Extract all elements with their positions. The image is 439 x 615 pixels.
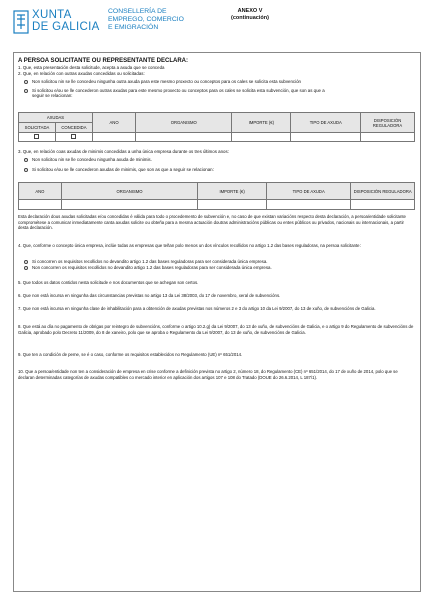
cell-input[interactable] [198,200,267,210]
cell-input[interactable] [232,133,291,142]
xunta-logo [13,8,103,44]
item-8: 8. Que está ao día no pagamento de obrigas por reintegro de subvencións, conforme o artigo 10.2.g) da Lei 9/2007, do 13 de xuño, de subvencións de Galicia, e o artigo 9 do Regulamento de subvencións de Galicia, aprobado polo Decreto 11/2009, do 8 de xaneiro, polo que se aproba o Regulamento da Lei 9/2007, do 13 de xuño, de subvencións de Galicia. [18,324,414,335]
col-header: DISPOSICIÓN REGULADORA [351,183,415,200]
cell-input[interactable] [267,200,351,210]
item-4-option-1[interactable] [24,259,268,264]
option-label: Non solicitou nin se lle concedeu ningunha outra axuda para este mesmo proxecto ou conceptos para os cales se solicita esta subvención [32,79,301,84]
item-2-option-1[interactable] [24,79,301,84]
radio-button[interactable] [24,168,28,172]
col-header: DISPOSICIÓN REGULADORA [361,113,415,133]
col-subheader: SOLICITADA [19,123,56,133]
radio-button[interactable] [24,158,28,162]
item-4-option-2[interactable] [24,265,272,270]
item-4: 4. Que, conforme o concepto única empresa, inclúe todas as empresas que teñan polo menos un dos vínculos recollidos no artigo 1.2 das bases reguladoras, na persoa solicitante: [18,243,361,248]
dept-line: E EMIGRACIÓN [108,24,159,31]
item-7: 7. Que non está incursa en ningunha clase de inhabilitación para a obtención de axudas previstas nos números 2 e 3 do artigo 10 da Lei 9/2007, do 13 de xuño, de subvencións de Galicia. [18,306,376,311]
annex-heading [220,8,280,22]
checkbox-concedida[interactable] [71,134,76,139]
col-header: IMPORTE (€) [232,113,291,133]
cell-input[interactable] [19,200,62,210]
col-header: IMPORTE (€) [198,183,267,200]
cell-input[interactable] [92,133,135,142]
item-6: 6. Que non está incursa en ningunha das circunstancias previstas no artigo 13 da Lei 38/2003, do 17 de novembro, xeral de subvencións. [18,293,281,298]
item-2-option-2-cont: seguir se relacionan: [32,93,73,98]
item-3: 3. Que, en relación coas axudas de minimis concedidas a unha única empresa durante os tres últimos anos: [18,149,229,154]
item-1: 1. Que, esta presentación desta solicitude, acepta a axuda que se conceda [18,65,165,70]
option-label: Non solicitou nin se lle concedeu ningunha axuda de minimis. [32,157,152,162]
option-label: Non concorren os requisitos recollidos no devandito artigo 1.2 das bases reguladoras para ser considerada única empresa. [32,265,272,270]
table-row [19,200,415,210]
radio-button[interactable] [24,266,28,270]
col-header: ANO [92,113,135,133]
xunta-emblem-icon [13,10,29,34]
col-header: TIPO DE AXUDA [267,183,351,200]
radio-button[interactable] [24,89,28,93]
item-3-option-2[interactable] [24,167,214,172]
col-header: ORGANISMO [136,113,232,133]
item-5: 5. Que todos os datos contidos nesta solicitude e nos documentos que se achegan son certos. [18,280,199,285]
annex-title: ANEXO V [237,8,263,14]
cell-input[interactable] [361,133,415,142]
option-label: Si solicitou e/ou se lle concederon axudas de minimis, que son as que a seguir se relacionan: [32,167,214,172]
checkbox-solicitada[interactable] [34,134,39,139]
cell-input[interactable] [351,200,415,210]
table-row [19,133,415,142]
item-9: 9. Que ten a condición de peme, se é o caso, conforme os requisitos establecidos no Regulamento (UE) nº 651/2014. [18,352,243,357]
item-3-option-1[interactable] [24,157,152,162]
logo-line-1: XUNTA [32,9,72,21]
cell-input[interactable] [136,133,232,142]
option-label: Si solicitou e/ou se lle concederon outras axudas para este mesmo proxecto ou conceptos para os cales se solicita esta subvención, que son as que a [32,88,325,93]
department-name [108,8,198,32]
option-label: Si concorren os requisitos recollidos no devandito artigo 1.2 das bases reguladoras para ser considerada única empresa. [32,259,268,264]
aid-table [18,112,415,142]
dept-line: CONSELLERÍA DE [108,8,167,15]
section-title: A PERSOA SOLICITANTE OU REPRESENTANTE DECLARA: [18,58,189,64]
cell-input[interactable] [291,133,361,142]
col-header: ORGANISMO [61,183,198,200]
col-header: ANO [19,183,62,200]
item-2: 2. Que, en relación con outras axudas concedidas ou solicitadas: [18,71,145,76]
declaration-paragraph: Esta declaración dous axudas solicitadas e/ou concedidas é válida para todo o procedemento de subvención e, no caso de que existan variacións respecto desta declaración, a persoa/entidade solicitante comprométese a comunicar inmediatamente canta axudas solicite ou obteña para a mesma actuación doutras administracións públicas ou entes públicos ou privados, nacionais ou internacionais, a partir desta declaración. [18,214,406,231]
cell-input[interactable] [61,200,198,210]
col-subheader: CONCEDIDA [55,123,92,133]
col-header: TIPO DE AXUDA [291,113,361,133]
logo-line-2: DE GALICIA [32,21,100,33]
radio-button[interactable] [24,80,28,84]
minimis-table [18,182,415,210]
dept-line: EMPREGO, COMERCIO [108,16,184,23]
item-10: 10. Que a persoa/entidade non ten a consideración de empresa en crise conforme a definición prevista no artigo 2, número 18, do Regulamento (CE) nº 651/2014, do 17 de xuño de 2014, polo que se declaran determinadas categorías de axudas compatibles co mercado interior en aplicación dos artigos 107 e 108 do Tratado (DOUE do 26.6.2014, L 187/1). [18,369,398,380]
aid-group-header: AXUDAS [19,113,93,123]
radio-button[interactable] [24,260,28,264]
annex-subtitle: (continuación) [231,15,269,21]
